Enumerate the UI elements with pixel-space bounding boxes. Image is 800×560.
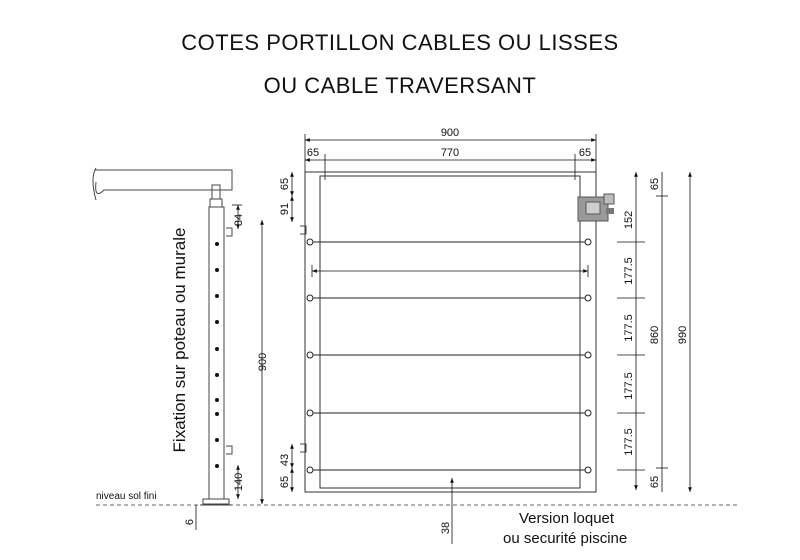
dim-right-152: 152 (623, 210, 635, 230)
dim-post-900: 900 (257, 352, 269, 372)
side-label: Fixation sur poteau ou murale (170, 227, 189, 453)
dim-bottom-38: 38 (440, 521, 452, 535)
dim-left-offset: 65 (306, 147, 320, 159)
post-hinges (226, 228, 232, 454)
dim-right-65-top: 65 (649, 177, 661, 191)
dim-right-offset: 65 (578, 147, 592, 159)
post-assembly (93, 168, 232, 505)
post-dim-lines (196, 205, 262, 530)
dim-post-34: 34 (233, 213, 245, 227)
dim-right-65-bottom: 65 (649, 475, 661, 489)
width-dim-lines (305, 134, 596, 190)
post-holes (215, 242, 219, 468)
gate-rails (307, 239, 591, 473)
ground-label: niveau sol fini (96, 491, 157, 502)
title-line-1: COTES PORTILLON CABLES OU LISSES (181, 30, 619, 55)
dim-height-990: 990 (677, 325, 689, 345)
dim-right-177-1: 177.5 (623, 257, 635, 285)
dim-total-width: 900 (440, 127, 460, 139)
dim-post-140: 140 (233, 472, 245, 492)
dim-right-177-4: 177.5 (623, 428, 635, 456)
title-line-2: OU CABLE TRAVERSANT (263, 73, 537, 98)
footnote-line-1: Version loquet (519, 510, 615, 527)
dim-left-65-top: 65 (279, 177, 291, 191)
dim-left-91: 91 (279, 202, 291, 216)
dim-right-177-2: 177.5 (623, 314, 635, 342)
dim-post-6: 6 (184, 518, 196, 526)
footnote-line-2: ou securité piscine (503, 530, 628, 547)
dim-height-860: 860 (649, 325, 661, 345)
dim-left-43: 43 (279, 453, 291, 467)
latch (578, 194, 614, 221)
dim-left-65-bottom: 65 (279, 475, 291, 489)
dim-right-177-3: 177.5 (623, 372, 635, 400)
dim-inner-width: 770 (440, 147, 460, 159)
gate-frame (305, 172, 596, 492)
